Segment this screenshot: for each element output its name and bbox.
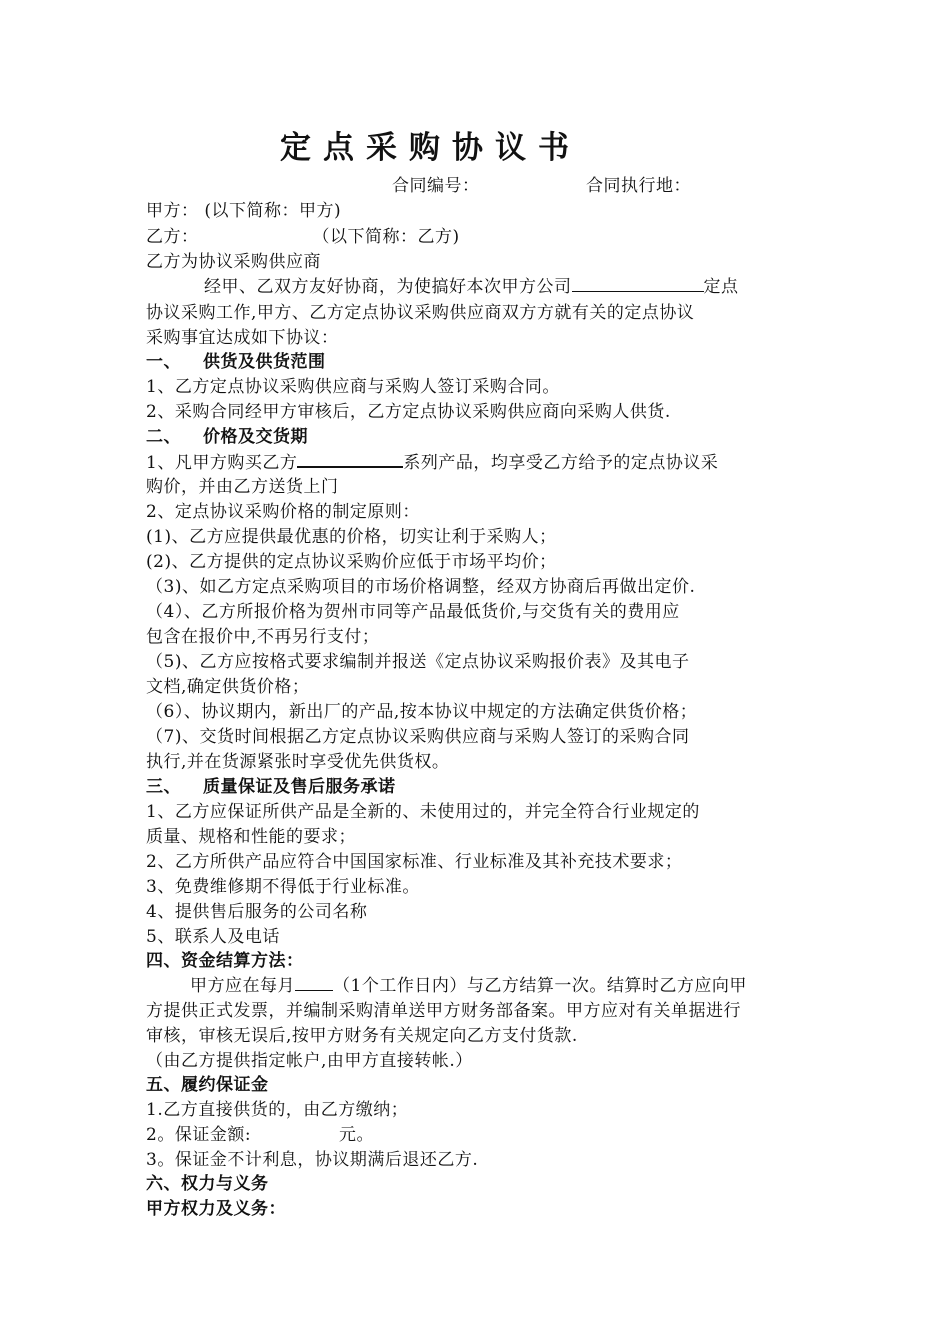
- deposit-amount-unit: 元。: [339, 1125, 375, 1145]
- intro-text-1b: 定点: [703, 277, 739, 297]
- pricing-principle-6: （6）、协议期内，新出厂的产品,按本协议中规定的方法确定供货价格；: [146, 702, 698, 722]
- party-b-role: 乙方为协议采购供应商: [146, 252, 321, 272]
- party-b-prefix: 乙方：: [146, 227, 199, 247]
- section-2-number: 二、: [146, 427, 181, 447]
- section-3-heading: [146, 775, 814, 799]
- section-5-item-1: 1.乙方直接供货的，由乙方缴纳；: [146, 1100, 409, 1120]
- intro-line-3: 采购事宜达成如下协议：: [146, 328, 339, 348]
- pricing-principle-1: (1)、乙方应提供最优惠的价格，切实让利于采购人；: [146, 527, 557, 547]
- section-3-item-1a: 1、乙方应保证所供产品是全新的、未使用过的，并完全符合行业规定的: [146, 802, 700, 822]
- section-1-number: 一、: [146, 352, 181, 372]
- party-b-line: [146, 225, 814, 249]
- section-2-title: 价格及交货期: [203, 427, 308, 447]
- section-3-item-5: 5、联系人及电话: [146, 927, 280, 947]
- deposit-amount-label: 2。保证金额:: [146, 1125, 252, 1145]
- section-2-item-1b: 系列产品，均享受乙方给予的定点协议采: [403, 453, 719, 473]
- section-2-item-2: 2、定点协议采购价格的制定原则：: [146, 502, 420, 522]
- section-1-title: 供货及供货范围: [203, 352, 326, 372]
- section-4-line-3: 审核，审核无误后,按甲方财务有关规定向乙方支付货款.: [146, 1026, 578, 1046]
- section-4-line-1b: （1个工作日内）与乙方结算一次。结算时乙方应向甲: [333, 976, 747, 996]
- pricing-principle-2: (2)、乙方提供的定点协议采购价应低于市场平均价；: [146, 552, 557, 572]
- section-5-heading: 五、履约保证金: [146, 1075, 269, 1095]
- pricing-principle-3: （3)、如乙方定点采购项目的市场价格调整，经双方协商后再做出定价.: [146, 577, 696, 597]
- section-4-heading: 四、资金结算方法：: [146, 951, 304, 971]
- section-2-heading: [146, 425, 814, 449]
- section-4-line-1: [146, 974, 814, 998]
- section-2-item-1a: 1、凡甲方购买乙方: [146, 453, 298, 473]
- section-3-number: 三、: [146, 777, 181, 797]
- section-5-item-2: [146, 1123, 814, 1147]
- party-b-suffix: （以下简称：乙方): [312, 227, 460, 247]
- section-1-heading: [146, 350, 814, 374]
- pricing-principle-4b: 包含在报价中,不再另行支付；: [146, 627, 380, 647]
- settlement-day-blank: [295, 974, 333, 991]
- contract-place-label: 合同执行地：: [586, 176, 691, 196]
- party-a-line: 甲方： (以下简称：甲方): [146, 201, 342, 221]
- section-6-heading: 六、权力与义务: [146, 1174, 269, 1194]
- pricing-principle-7b: 执行,并在货源紧张时享受优先供货权。: [146, 752, 450, 772]
- section-3-item-1b: 质量、规格和性能的要求；: [146, 827, 356, 847]
- page-title: 定点采购协议书: [280, 130, 581, 166]
- section-2-item-1c: 购价，并由乙方送货上门: [146, 477, 339, 497]
- section-3-item-3: 3、免费维修期不得低于行业标准。: [146, 877, 420, 897]
- pricing-principle-4a: （4）、乙方所报价格为贺州市同等产品最低货价,与交货有关的费用应: [146, 602, 680, 622]
- company-blank: [572, 275, 704, 292]
- section-1-item-2: 2、采购合同经甲方审核后，乙方定点协议采购供应商向采购人供货.: [146, 402, 671, 422]
- section-4-line-1a: 甲方应在每月: [190, 976, 295, 996]
- pricing-principle-5a: （5)、乙方应按格式要求编制并报送《定点协议采购报价表》及其电子: [146, 652, 690, 672]
- intro-line-2: 协议采购工作,甲方、乙方定点协议采购供应商双方方就有关的定点协议: [146, 303, 695, 323]
- section-4-line-2: 方提供正式发票，并编制采购清单送甲方财务部备案。甲方应对有关单据进行: [146, 1001, 741, 1021]
- section-2-item-1: [146, 450, 814, 475]
- section-6-subheading: 甲方权力及义务：: [146, 1199, 286, 1219]
- section-3-item-4: 4、提供售后服务的公司名称: [146, 902, 368, 922]
- intro-line-1: [146, 275, 814, 299]
- section-5-item-3: 3。保证金不计利息，协议期满后退还乙方.: [146, 1150, 479, 1170]
- pricing-principle-7a: （7)、交货时间根据乙方定点协议采购供应商与采购人签订的采购合同: [146, 727, 690, 747]
- section-4-line-4: （由乙方提供指定帐户,由甲方直接转帐.）: [146, 1051, 473, 1071]
- section-3-item-2: 2、乙方所供产品应符合中国国家标准、行业标准及其补充技术要求；: [146, 852, 683, 872]
- contract-number-label: 合同编号：: [392, 176, 480, 196]
- section-1-item-1: 1、乙方定点协议采购供应商与采购人签订采购合同。: [146, 377, 560, 397]
- intro-text-1a: 经甲、乙双方友好协商，为使搞好本次甲方公司: [204, 277, 572, 297]
- section-3-title: 质量保证及售后服务承诺: [203, 777, 396, 797]
- pricing-principle-5b: 文档,确定供货价格；: [146, 677, 310, 697]
- product-series-blank: [297, 450, 403, 468]
